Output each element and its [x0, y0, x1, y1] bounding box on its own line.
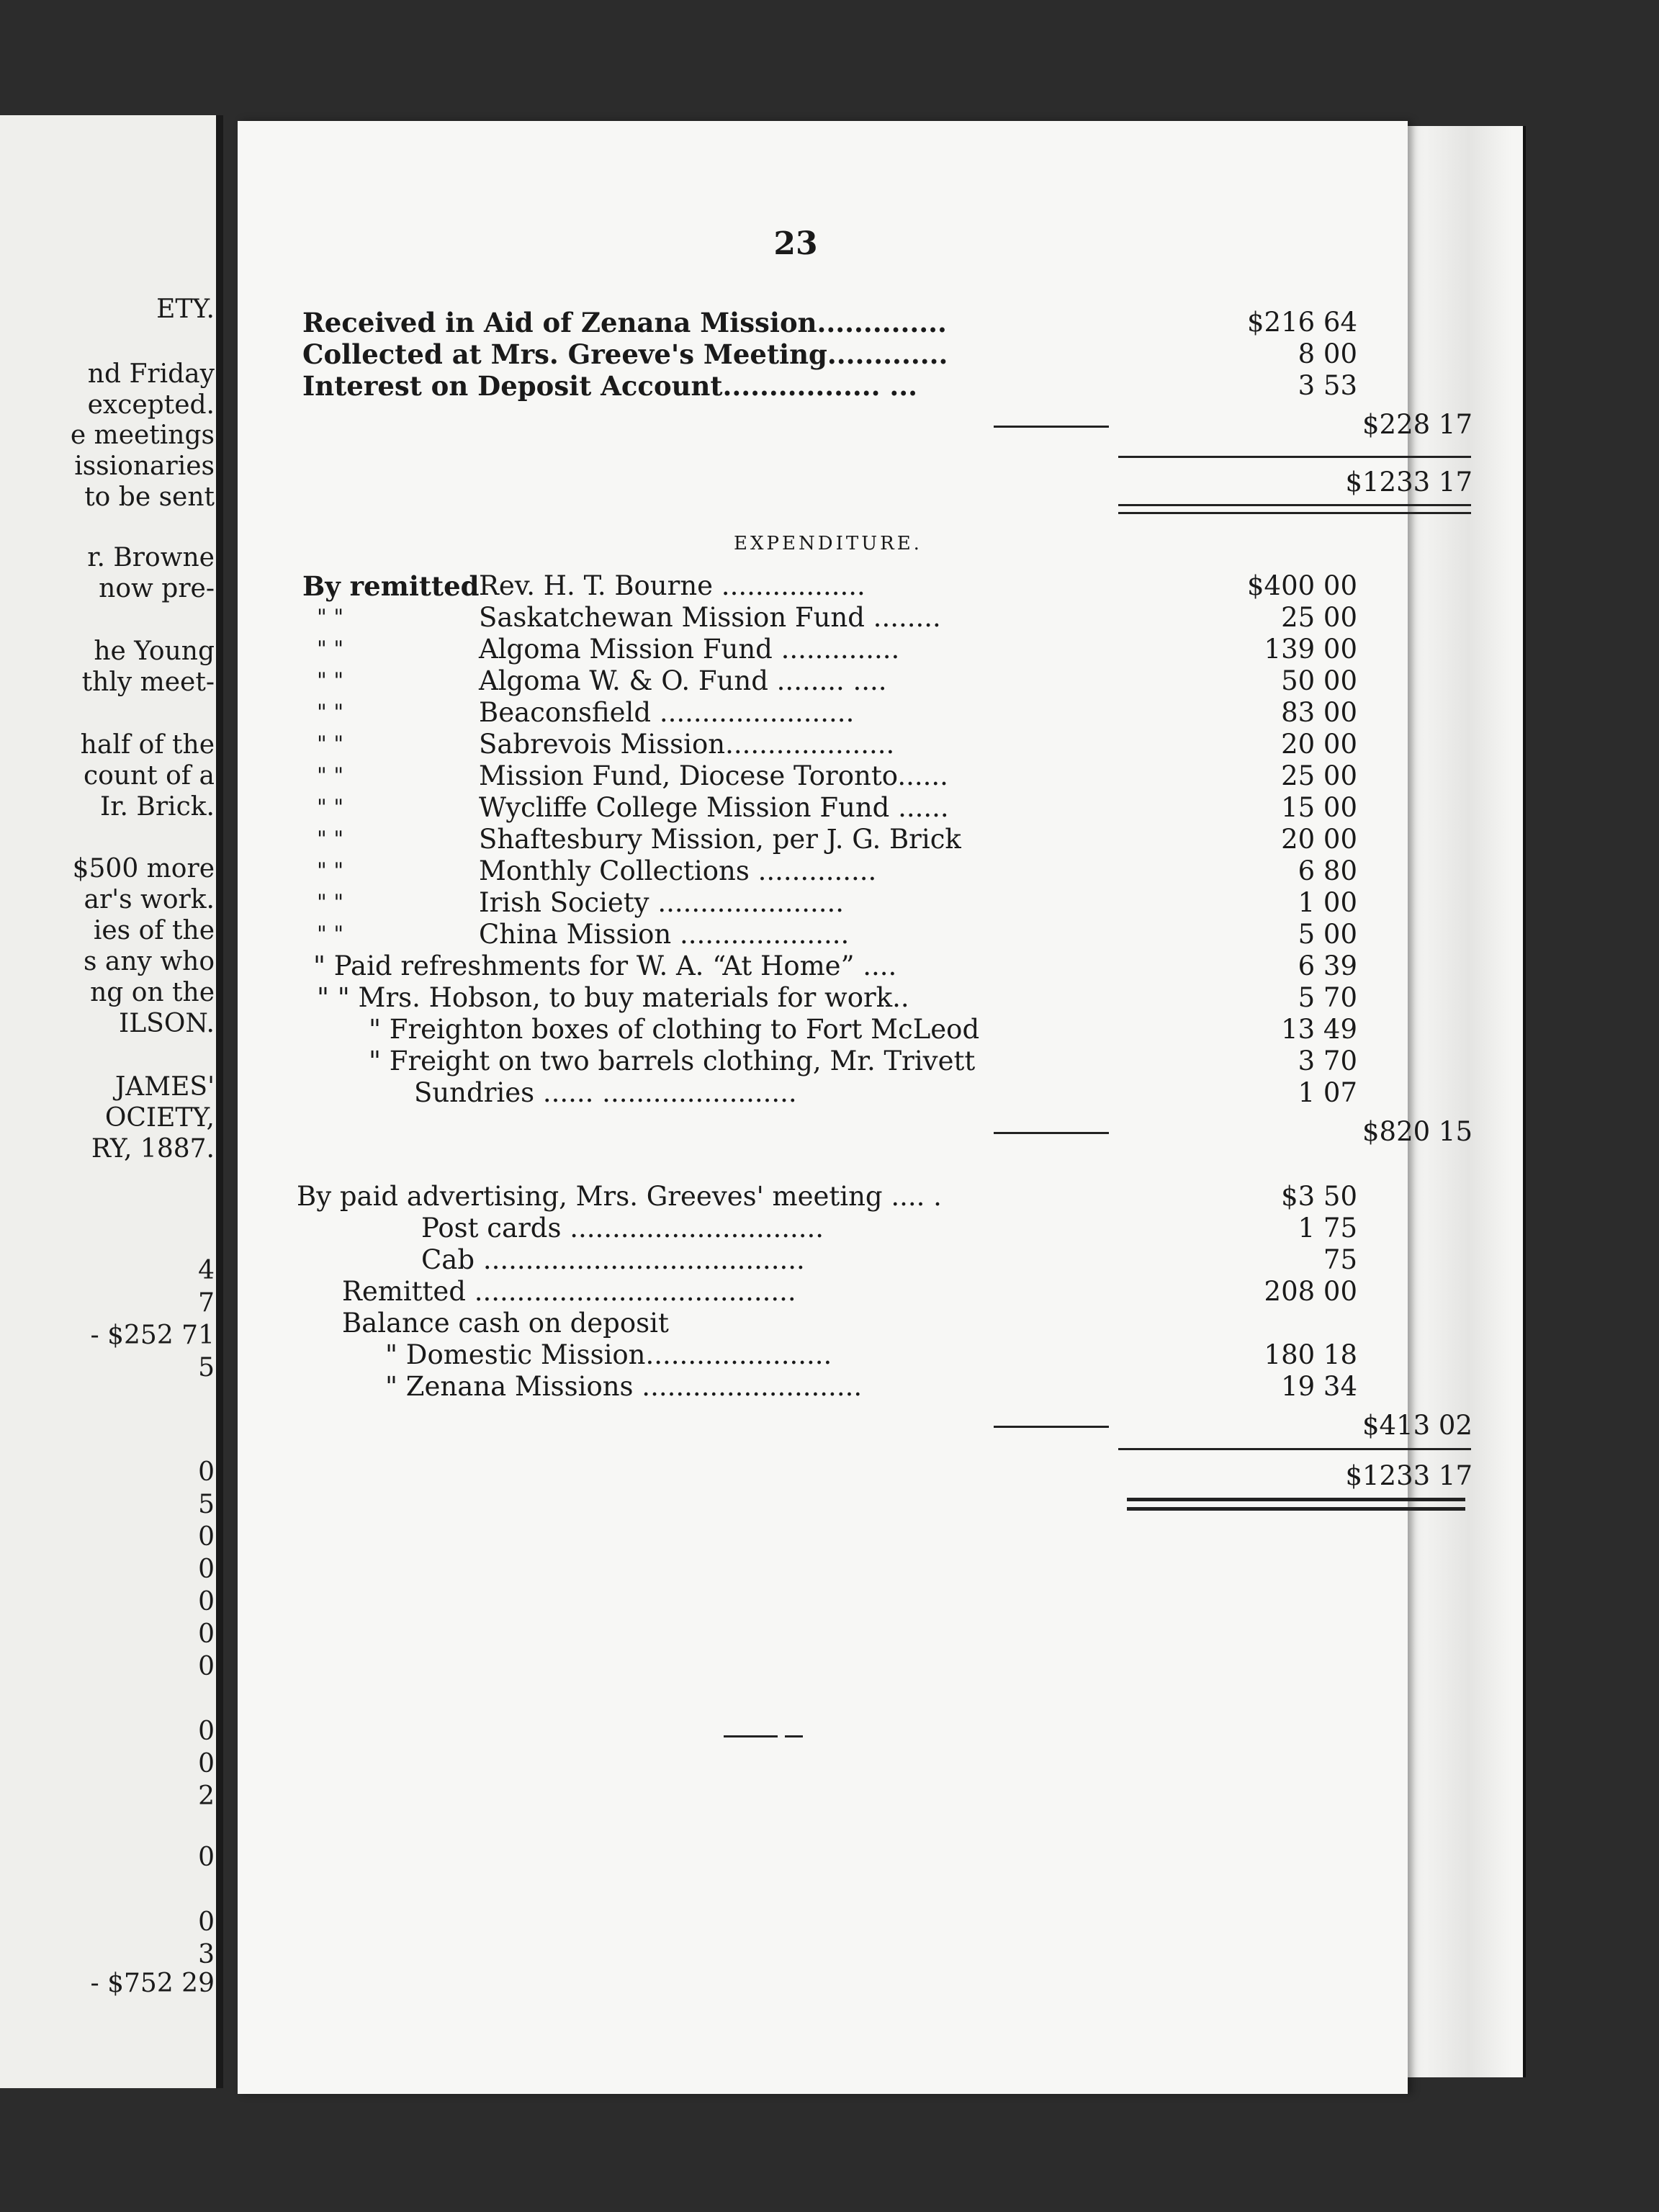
expenditure-item-amount: 50 00: [1281, 665, 1357, 696]
left-page-line: s any who: [83, 947, 215, 976]
left-page-line: e meetings: [70, 421, 215, 450]
receipt-amount-zenana: $216 64: [1246, 307, 1357, 338]
expenditure-item-amount: 6 80: [1298, 855, 1357, 886]
paid-item-amount: 5 70: [1298, 982, 1357, 1013]
receipts-subtotal: $228 17: [1362, 409, 1473, 440]
left-page-line: 0: [198, 1717, 215, 1746]
ditto-mark: " ": [317, 637, 344, 662]
receipt-label-interest: Interest on Deposit Account................. ...: [302, 370, 918, 402]
left-page-line: 0: [198, 1749, 215, 1779]
left-page-line: ar's work.: [84, 885, 215, 914]
receipt-amount-interest: 3 53: [1298, 370, 1357, 401]
expenditure-item-amount: 15 00: [1281, 792, 1357, 823]
expenditure-item-label: Shaftesbury Mission, per J. G. Brick: [479, 824, 961, 855]
second-item-amount: 208 00: [1264, 1276, 1357, 1307]
grand-total: $1233 17: [1345, 1460, 1473, 1491]
expenditure-item-label: Algoma W. & O. Fund ........ ....: [479, 665, 887, 696]
ditto-mark: " ": [317, 795, 344, 820]
expenditure-item-amount: 83 00: [1281, 697, 1357, 728]
ditto-mark: " ": [317, 605, 344, 630]
receipts-total: $1233 17: [1345, 467, 1473, 498]
second-item-amount: 75: [1323, 1244, 1357, 1275]
expenditure-item-label: Rev. H. T. Bourne .................: [479, 570, 866, 601]
left-page-line: excepted.: [87, 390, 215, 420]
second-item-amount: 180 18: [1264, 1339, 1357, 1370]
paid-item-label: " " Mrs. Hobson, to buy materials for work..: [317, 982, 909, 1013]
left-page-line: Ir. Brick.: [100, 792, 215, 822]
expenditure-item-label: China Mission ....................: [479, 919, 850, 950]
receipt-label-meeting: Collected at Mrs. Greeve's Meeting.............: [302, 338, 948, 370]
expenditure-item-label: Irish Society ......................: [479, 887, 845, 918]
second-item-label: Balance cash on deposit: [342, 1308, 669, 1339]
expenditure-item-label: Mission Fund, Diocese Toronto......: [479, 760, 948, 791]
left-page-line: - $752 29: [90, 1969, 215, 1998]
left-page-line: 7: [198, 1288, 215, 1318]
left-page-line: 0: [198, 1907, 215, 1937]
grand-total-double-rule: [1127, 1498, 1465, 1511]
left-page-line: 3: [198, 1940, 215, 1969]
ditto-mark: " ": [317, 890, 344, 915]
second-item-amount: 1 75: [1298, 1213, 1357, 1244]
left-page-line: to be sent: [84, 482, 215, 512]
left-page-line: ETY.: [156, 295, 215, 324]
paid-item-label: " Freighton boxes of clothing to Fort McLeod: [369, 1014, 980, 1045]
second-item-label: Cab ......................................: [421, 1244, 805, 1275]
second-item-label: " Domestic Mission......................: [385, 1339, 832, 1370]
second-rule: [994, 1426, 1109, 1428]
expenditure-item-amount: 20 00: [1281, 824, 1357, 855]
second-item-label: " Zenana Missions ..........................: [385, 1371, 863, 1402]
expenditure-subtotal: $820 15: [1362, 1116, 1473, 1147]
receipt-amount-meeting: 8 00: [1298, 338, 1357, 369]
paid-item-amount: 1 07: [1298, 1077, 1357, 1108]
second-item-label: Remitted ......................................: [342, 1276, 796, 1307]
end-rule: [724, 1735, 778, 1737]
ditto-mark: " ": [317, 827, 344, 852]
receipts-rule: [994, 426, 1109, 428]
ditto-mark: " ": [317, 763, 344, 788]
second-item-amount: $3 50: [1281, 1181, 1357, 1212]
left-page-line: 0: [198, 1619, 215, 1649]
paid-item-amount: 13 49: [1281, 1014, 1357, 1045]
left-page-line: 5: [198, 1353, 215, 1382]
left-page-line: count of a: [83, 761, 215, 791]
expenditure-item-label: Sabrevois Mission....................: [479, 729, 895, 760]
second-item-label: Post cards ..............................: [421, 1213, 824, 1244]
second-subtotal: $413 02: [1362, 1410, 1473, 1441]
left-page-line: - $252 71: [90, 1321, 215, 1350]
left-page-line: ILSON.: [119, 1009, 215, 1038]
expenditure-item-amount: 1 00: [1298, 887, 1357, 918]
expenditure-item-amount: 25 00: [1281, 760, 1357, 791]
expenditure-rule: [994, 1132, 1109, 1134]
left-page-line: 0: [198, 1555, 215, 1584]
receipts-double-rule: [1118, 504, 1471, 514]
expenditure-item-amount: 139 00: [1264, 634, 1357, 665]
second-item-label: By paid advertising, Mrs. Greeves' meeting .... .: [297, 1181, 942, 1212]
expenditure-heading: EXPENDITURE.: [734, 533, 922, 554]
left-page-line: 0: [198, 1522, 215, 1552]
end-rule: [785, 1735, 803, 1737]
receipts-total-rule: [1118, 456, 1471, 458]
left-page-line: r. Browne: [87, 543, 215, 572]
paid-item-label: " Paid refreshments for W. A. “At Home” ....: [313, 950, 897, 981]
page-number: 23: [773, 225, 818, 262]
paid-item-amount: 6 39: [1298, 950, 1357, 981]
left-page-line: $500 more: [72, 854, 215, 884]
left-page-fragment: [0, 115, 223, 2088]
ditto-mark: " ": [317, 668, 344, 693]
expenditure-lead: By remitted: [302, 570, 480, 602]
left-page-line: RY, 1887.: [91, 1134, 215, 1164]
expenditure-item-label: Beaconsfield .......................: [479, 697, 855, 728]
paid-item-amount: 3 70: [1298, 1046, 1357, 1076]
left-page-line: ng on the: [90, 978, 215, 1007]
left-page-line: thly meet-: [81, 667, 215, 697]
paid-item-label: " Freight on two barrels clothing, Mr. Trivett: [369, 1046, 976, 1076]
left-page-line: 0: [198, 1843, 215, 1872]
expenditure-item-label: Algoma Mission Fund ..............: [479, 634, 900, 665]
left-page-line: JAMES': [114, 1072, 215, 1102]
receipt-label-zenana: Received in Aid of Zenana Mission..............: [302, 307, 947, 338]
left-page-line: 0: [198, 1652, 215, 1681]
expenditure-item-amount: 5 00: [1298, 919, 1357, 950]
grand-total-rule: [1118, 1448, 1471, 1450]
expenditure-item-label: Monthly Collections ..............: [479, 855, 877, 886]
left-page-line: 5: [198, 1490, 215, 1519]
left-page-line: OCIETY,: [104, 1103, 215, 1133]
ditto-mark: " ": [317, 732, 344, 757]
left-page-line: half of the: [80, 730, 215, 760]
left-page-line: 0: [198, 1457, 215, 1487]
left-page-line: ies of the: [93, 916, 215, 945]
expenditure-item-label: Saskatchewan Mission Fund ........: [479, 602, 941, 633]
left-page-line: 4: [198, 1256, 215, 1285]
left-page-line: issionaries: [74, 451, 215, 481]
expenditure-item-amount: 20 00: [1281, 729, 1357, 760]
ledger-page: [238, 121, 1473, 2094]
left-page-line: 2: [198, 1781, 215, 1811]
left-page-line: nd Friday: [87, 359, 215, 389]
ditto-mark: " ": [317, 922, 344, 947]
second-item-amount: 19 34: [1281, 1371, 1357, 1402]
ditto-mark: " ": [317, 858, 344, 884]
left-page-line: he Young: [94, 637, 215, 666]
expenditure-item-label: Wycliffe College Mission Fund ......: [479, 792, 949, 823]
expenditure-item-amount: $400 00: [1246, 570, 1357, 601]
left-page-line: 0: [198, 1587, 215, 1617]
ditto-mark: " ": [317, 700, 344, 725]
expenditure-item-amount: 25 00: [1281, 602, 1357, 633]
left-page-line: now pre-: [99, 574, 215, 603]
paid-item-label: Sundries ...... .......................: [414, 1077, 797, 1108]
